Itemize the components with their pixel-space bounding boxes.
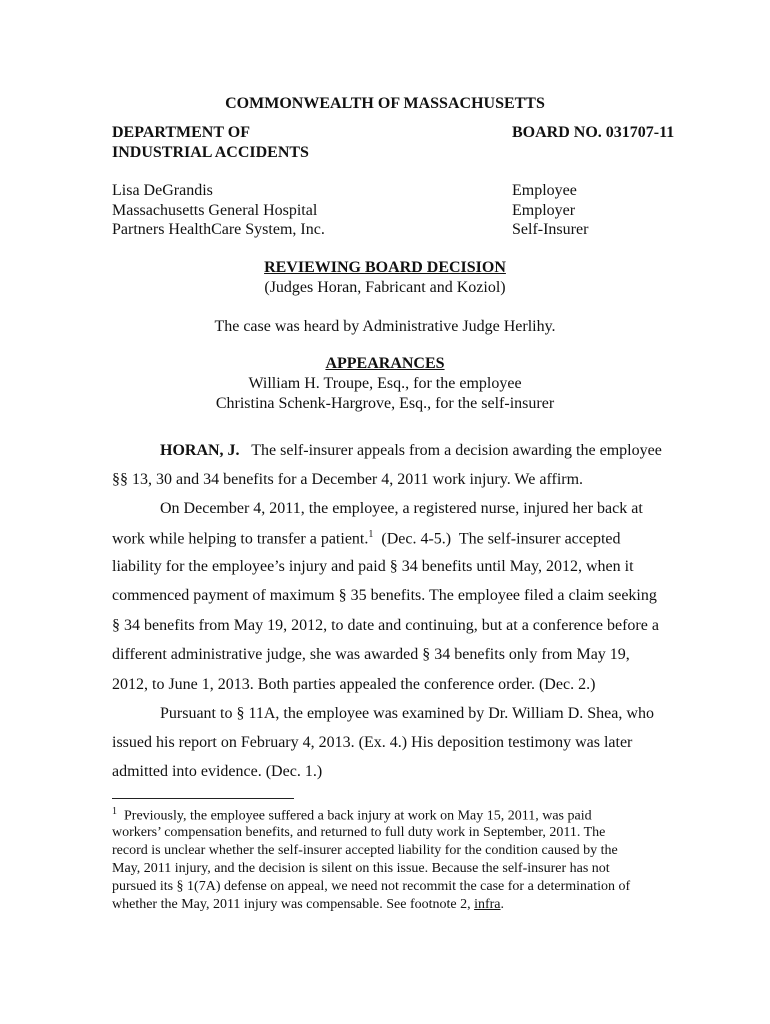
paragraph-1-line-2: §§ 13, 30 and 34 benefits for a December 4, 2011 work injury. We affirm.	[112, 471, 584, 488]
appearances-title-wrap	[0, 355, 770, 373]
board-number: BOARD NO. 031707-11	[512, 124, 675, 141]
paragraph-2-text-2a: work while helping to transfer a patient.	[112, 530, 369, 548]
footnote-text-6b: .	[500, 897, 505, 912]
paragraph-3-line-1: Pursuant to § 11A, the employee was examined by Dr. William D. Shea, who	[160, 705, 654, 722]
footnote-line-6	[112, 897, 504, 913]
footnote-text-6a: whether the May, 2011 injury was compensable. See footnote 2,	[112, 897, 475, 912]
paragraph-3-line-2: issued his report on February 4, 2013. (Ex. 4.) His deposition testimony was later	[112, 734, 633, 751]
paragraph-2-line-2	[112, 529, 621, 548]
footnote-number: 1	[112, 806, 117, 817]
footnote-infra-link[interactable]: infra	[474, 897, 501, 912]
decision-title-wrap	[0, 259, 770, 277]
paragraph-1-line-1	[160, 442, 662, 460]
party-name-employee: Lisa DeGrandis	[112, 182, 213, 199]
footnote-line-1	[112, 806, 592, 825]
party-name-employer: Massachusetts General Hospital	[112, 202, 318, 219]
footnote-text-1: Previously, the employee suffered a back injury at work on May 15, 2011, was paid	[124, 808, 592, 824]
department-line-1: DEPARTMENT OF	[112, 124, 250, 141]
footnote-line-3: record is unclear whether the self-insurer accepted liability for the condition caused by the	[112, 843, 618, 858]
paragraph-2-line-4: commenced payment of maximum § 35 benefits. The employee filed a claim seeking	[112, 587, 657, 604]
party-role-insurer: Self-Insurer	[512, 221, 589, 238]
footnote-ref-1: 1	[368, 529, 374, 540]
department-line-2: INDUSTRIAL ACCIDENTS	[112, 144, 309, 161]
paragraph-3-line-3: admitted into evidence. (Dec. 1.)	[112, 763, 323, 780]
footnote-line-4: May, 2011 injury, and the decision is silent on this issue. Because the self-insurer has not	[112, 861, 610, 876]
party-role-employee: Employee	[512, 182, 577, 199]
appearances-title: APPEARANCES	[325, 355, 445, 372]
party-name-insurer: Partners HealthCare System, Inc.	[112, 221, 325, 238]
footnote-line-5: pursued its § 1(7A) defense on appeal, we need not recommit the case for a determination of	[112, 879, 631, 894]
paragraph-2-text-2b: (Dec. 4-5.) The self-insurer accepted	[373, 530, 621, 548]
paragraph-2-line-6: different administrative judge, she was awarded § 34 benefits only from May 19,	[112, 646, 630, 663]
judge-lead: HORAN, J.	[160, 442, 240, 459]
appearance-self-insurer: Christina Schenk-Hargrove, Esq., for the self-insurer	[215, 395, 555, 412]
heard-by-line: The case was heard by Administrative Judge Herlihy.	[214, 318, 556, 335]
paragraph-2-line-5: § 34 benefits from May 19, 2012, to date and continuing, but at a conference before a	[112, 617, 659, 634]
paragraph-1-text-1: The self-insurer appeals from a decision awarding the employee	[251, 442, 662, 459]
commonwealth-heading: COMMONWEALTH OF MASSACHUSETTS	[225, 95, 545, 112]
party-role-employer: Employer	[512, 202, 576, 219]
paragraph-2-line-7: 2012, to June 1, 2013. Both parties appealed the conference order. (Dec. 2.)	[112, 676, 596, 693]
paragraph-2-line-1: On December 4, 2011, the employee, a registered nurse, injured her back at	[160, 500, 643, 517]
judges-line: (Judges Horan, Fabricant and Koziol)	[264, 279, 506, 296]
appearance-employee: William H. Troupe, Esq., for the employee	[248, 375, 522, 392]
footnote-separator	[112, 798, 294, 799]
footnote-line-2: workers’ compensation benefits, and returned to full duty work in September, 2011. The	[112, 825, 606, 840]
decision-title: REVIEWING BOARD DECISION	[264, 259, 506, 276]
paragraph-2-line-3: liability for the employee’s injury and paid § 34 benefits until May, 2012, when it	[112, 558, 634, 575]
